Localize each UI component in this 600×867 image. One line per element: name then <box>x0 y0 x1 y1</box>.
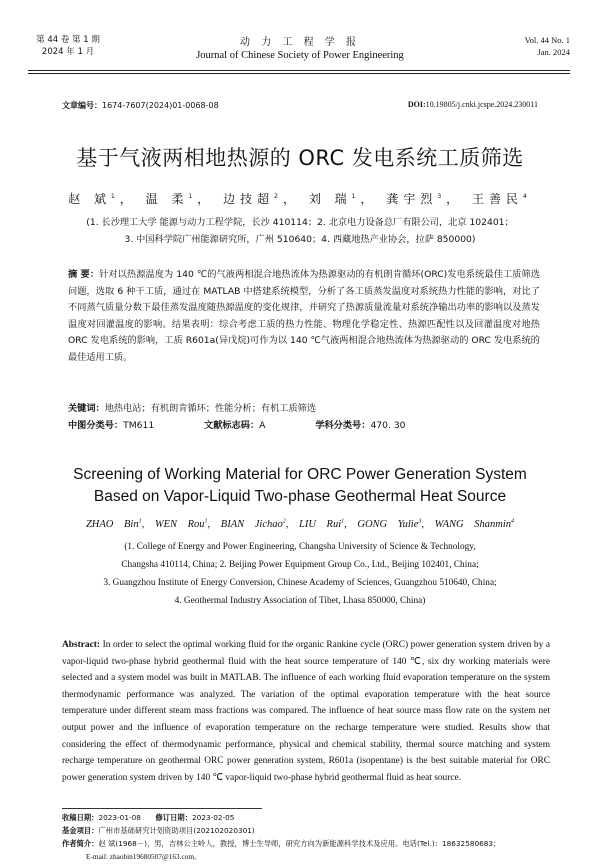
clc-number: 中图分类号：TM611 <box>68 420 155 431</box>
header-rule <box>28 70 570 71</box>
affiliation-en-line: Changsha 410114, China; 2. Beijing Power Equipment Group Co., Ltd., Beijing 102401, China; <box>121 560 479 570</box>
issue-date-cn: 2024 年 1 月 <box>41 47 95 57</box>
abstract-cn-text: 针对以热源温度为 140 ℃的气液两相混合地热流体为热源驱动的有机朗肯循环(ORC)发电系统最佳工质筛选问题，选取 6 种干工质，通过在 MATLAB 中搭建系统模型，分析了各工质蒸发温度对系统热力性能的影响，对比了不同蒸气质量分数下最佳蒸发温度随热源温度的变化规律，并研究了热源质量流量对系统净输出功率的影响以及蒸发温度对回灌温度的影响。结果表明：综合考虑工质的热力性能、物理化学稳定性、热源匹配性以及回灌温度对地热 ORC 发电系统的影响，工质 R601a(异戊烷)可作为以 140 ℃气液两相混合地热流体为热源驱动的 ORC 发电系统的最佳适用工质。 <box>68 269 540 363</box>
document-code: 文献标志码：A <box>204 420 266 431</box>
abstract-en-label: Abstract: <box>62 640 101 650</box>
authors-en <box>0 518 600 530</box>
issue-date-en: Jan. 2024 <box>537 47 570 57</box>
revised-date: 2023-02-05 <box>192 813 235 822</box>
journal-name-en: Journal of Chinese Society of Power Engineering <box>196 50 404 61</box>
author-cn: 龚宇烈$^3$， <box>386 192 464 206</box>
author-en: LIU Rui$^1$, <box>299 518 347 530</box>
author-cn: 边技超$^2$， <box>223 192 300 206</box>
revised-label: 修订日期： <box>155 813 193 822</box>
keywords-cn-text: 地热电站；有机朗肯循环；性能分析；有机工质筛选 <box>104 403 317 414</box>
affiliation-en-line: 3. Guangzhou Institute of Energy Conversion, Chinese Academy of Sciences, Guangzhou 510640, China; <box>103 578 497 588</box>
title-cn: 基于气液两相地热源的 ORC 发电系统工质筛选 <box>76 146 524 170</box>
author-bio-text: 赵 斌(1968－)，男，吉林公主岭人，教授，博士生导师，研究方向为新能源科学技术及应用。电话(Tel.)：18632580683； <box>98 839 501 848</box>
article-number-label: 文章编号： <box>62 101 102 110</box>
author-cn: 王善民$^4$ <box>472 192 532 206</box>
volume-issue-en: Vol. 44 No. 1 <box>524 35 570 45</box>
affiliation-en-line: 4. Geothermal Industry Association of Tibet, Lhasa 850000, China) <box>174 596 426 606</box>
fund-text: 广州市基础研究计划资助项目(202102020301) <box>98 826 255 835</box>
authors-cn <box>0 190 600 207</box>
keywords-cn-label: 关键词： <box>68 403 105 414</box>
footnote-rule <box>62 808 262 809</box>
author-bio-label: 作者简介： <box>62 839 99 848</box>
abstract-cn <box>68 267 540 366</box>
affiliation-en-line: (1. College of Energy and Power Engineering, Changsha University of Science & Technology, <box>124 542 476 552</box>
author-en: GONG Yulie$^3$, <box>357 518 424 530</box>
affiliation-cn-line: (1. 长沙理工大学 能源与动力工程学院，长沙 410114；2. 北京电力设备总厂有限公司，北京 102401； <box>86 217 514 228</box>
fund-label: 基金项目： <box>62 826 99 835</box>
journal-volume-en <box>525 34 570 58</box>
footnote-author <box>62 838 550 850</box>
affiliation-cn-line: 3. 中国科学院广州能源研究所，广州 510640；4. 西藏地热产业协会，拉萨 850000) <box>124 234 476 245</box>
keywords-cn <box>68 400 316 414</box>
author-cn: 刘 瑞$^1$， <box>308 192 378 206</box>
abstract-en-text: In order to select the optimal working fluid for the organic Rankine cycle (ORC) power generation system driven by a vapor-liquid two-phase hybrid geothermal fluid with the heat source temperature of 140 ℃, six dry working materials were selected and a system model was built in MATLAB. The influence of each working fluid evaporation temperature on the system thermodynamic performance was analyzed. The variation of the optimal evaporation temperature with the heat source temperature under different steam mass fractions was compared. The influence of heat source mass flow rate on the system net output power and the influence of evaporation temperature on the recharge temperature were studied. Results show that considering the effect of thermodynamic performance, physical and chemical stability, thermal source matching and system recharge temperature on geothermal ORC power generation system, R601a (isopentane) is the best suitable material for ORC power generation system driven by 140 ℃ vapor-liquid two-phase hybrid geothermal fluid as heat source. <box>62 640 550 783</box>
footnote-dates <box>62 812 234 824</box>
title-en-line: Based on Vapor-Liquid Two-phase Geothermal Heat Source <box>93 488 507 505</box>
subject-code: 学科分类号：470. 30 <box>315 420 406 431</box>
received-label: 收稿日期： <box>62 813 99 822</box>
volume-issue-cn: 第 44 卷 第 1 期 <box>36 35 100 45</box>
received-date: 2023-01-08 <box>98 813 141 822</box>
title-en-line: Screening of Working Material for ORC Power Generation System <box>73 466 527 483</box>
doi-label: DOI: <box>407 100 426 109</box>
journal-volume-issue <box>28 34 108 58</box>
journal-name-cn: 动 力 工 程 学 报 <box>240 37 360 48</box>
classification-line <box>68 417 540 431</box>
author-cn: 温 柔$^1$， <box>145 192 215 206</box>
author-en: WEN Rou$^1$, <box>154 518 211 530</box>
author-en: ZHAO Bin$^1$, <box>85 518 145 530</box>
author-en: BIAN Jichao$^2$, <box>220 518 289 530</box>
author-en: WANG Shanmin$^4$ <box>434 518 515 530</box>
article-number-value: 1674-7607(2024)01-0068-08 <box>102 101 219 110</box>
abstract-cn-label: 摘 要： <box>68 269 100 280</box>
doi <box>408 100 538 109</box>
abstract-en <box>62 637 550 786</box>
header-rule-thin <box>28 73 570 74</box>
article-number <box>62 100 219 111</box>
footnote-email: E-mail: zhaobin19680507@163.com。 <box>86 852 202 861</box>
footnote-fund <box>62 825 255 837</box>
doi-value: 10.19805/j.cnki.jcspe.2024.230011 <box>425 100 538 109</box>
journal-name <box>150 33 450 61</box>
author-cn: 赵 斌$^1$， <box>68 192 137 206</box>
